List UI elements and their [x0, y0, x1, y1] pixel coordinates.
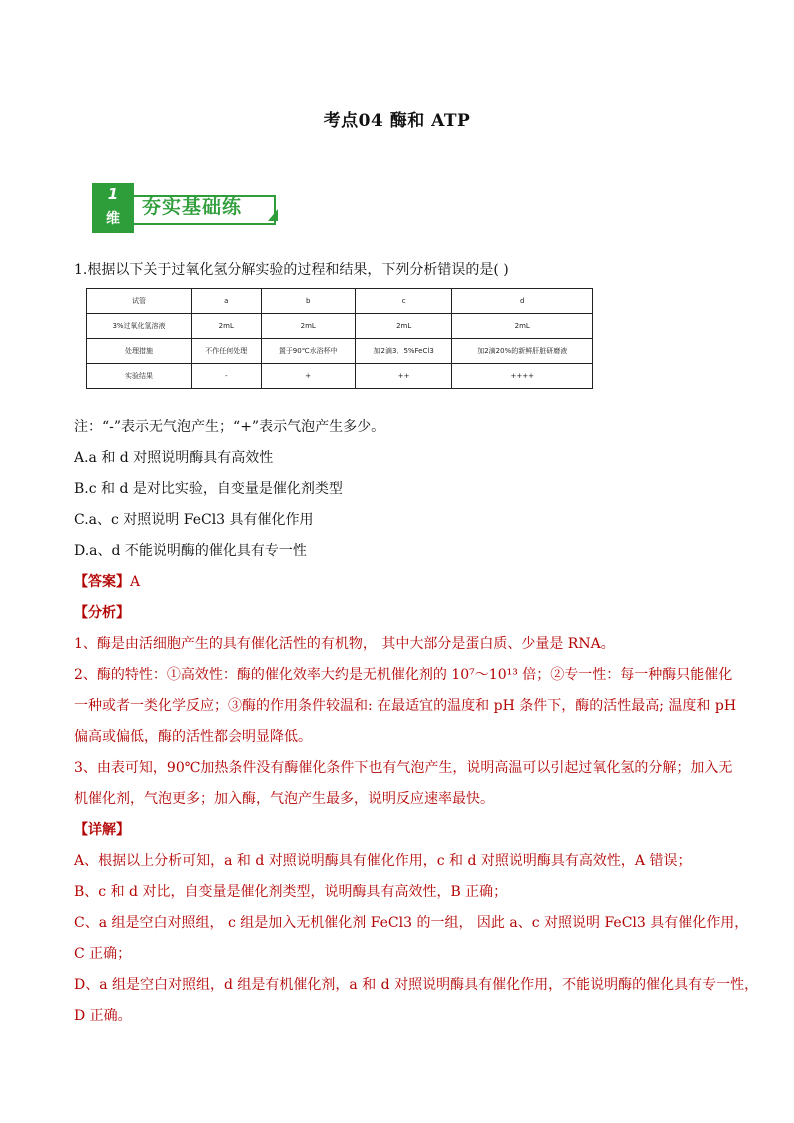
- analysis-paragraph: 1、酶是由活细胞产生的具有催化活性的有机物， 其中大部分是蛋白质、少量是 RNA。: [74, 636, 615, 652]
- table-note: 注：“-”表示无气泡产生；“+”表示气泡产生多少。: [74, 419, 386, 435]
- table-cell: 试管: [87, 289, 192, 314]
- experiment-table: [86, 288, 593, 389]
- analysis-paragraph: 2、酶的特性：①高效性：酶的催化效率大约是无机催化剂的 10⁷～10¹³ 倍；②专一性：每一种酶只能催化: [74, 667, 733, 683]
- banner-number: 1: [107, 185, 119, 203]
- detail-paragraph: C 正确；: [74, 946, 132, 962]
- analysis-paragraph: 一种或者一类化学反应；③酶的作用条件较温和: 在最适宜的温度和 pH 条件下，酶的活性最高; 温度和 pH: [74, 698, 737, 714]
- table-row: [87, 314, 593, 339]
- option-c: C.a、c 对照说明 FeCl3 具有催化作用: [74, 512, 314, 528]
- table-cell: c: [355, 289, 452, 314]
- table-cell: -: [192, 364, 262, 389]
- analysis-paragraph: 3、由表可知，90℃加热条件没有酶催化条件下也有气泡产生，说明高温可以引起过氧化氢的分解；加入无: [74, 760, 733, 776]
- detail-tag: 【详解】: [74, 822, 130, 838]
- table-cell: ++: [355, 364, 452, 389]
- table-cell: 2mL: [261, 314, 355, 339]
- detail-paragraph: D 正确。: [74, 1008, 132, 1024]
- table-cell: 实验结果: [87, 364, 192, 389]
- page-title: 考点04 酶和 ATP: [323, 111, 471, 131]
- table-cell: 加2滴3．5%FeCl3: [355, 339, 452, 364]
- option-d: D.a、d 不能说明酶的催化具有专一性: [74, 543, 307, 559]
- table-row: [87, 339, 593, 364]
- table-cell: d: [452, 289, 593, 314]
- table-cell: 3%过氧化氢溶液: [87, 314, 192, 339]
- analysis-tag: 【分析】: [74, 605, 130, 621]
- table-cell: +: [261, 364, 355, 389]
- table-cell: 处理措施: [87, 339, 192, 364]
- table-cell: a: [192, 289, 262, 314]
- banner-corner-triangle: [268, 209, 278, 221]
- answer-tag: 【答案】: [74, 574, 130, 590]
- banner-wei: 维: [106, 211, 120, 227]
- detail-paragraph: B、c 和 d 对比，自变量是催化剂类型，说明酶具有高效性，B 正确；: [74, 884, 508, 900]
- analysis-paragraph: 偏高或偏低，酶的活性都会明显降低。: [74, 729, 312, 745]
- detail-paragraph: C、a 组是空白对照组， c 组是加入无机催化剂 FeCl3 的一组， 因此 a、c 对照说明 FeCl3 具有催化作用，: [74, 915, 749, 931]
- table-cell: ++++: [452, 364, 593, 389]
- table-cell: 2mL: [452, 314, 593, 339]
- analysis-paragraph: 机催化剂，气泡更多；加入酶，气泡产生最多，说明反应速率最快。: [74, 791, 494, 807]
- table-cell: 不作任何处理: [192, 339, 262, 364]
- table-cell: 加2滴20%的新鲜肝脏研磨液: [452, 339, 593, 364]
- table-row: [87, 289, 593, 314]
- table-cell: 2mL: [355, 314, 452, 339]
- option-a: A.a 和 d 对照说明酶具有高效性: [74, 450, 274, 466]
- detail-paragraph: A、根据以上分析可知，a 和 d 对照说明酶具有催化作用，c 和 d 对照说明酶具有高效性，A 错误；: [74, 853, 692, 869]
- table-row: [87, 364, 593, 389]
- table-cell: 2mL: [192, 314, 262, 339]
- table-cell: b: [261, 289, 355, 314]
- section-banner: [92, 181, 288, 233]
- answer-line: [74, 571, 140, 591]
- option-b: B.c 和 d 是对比实验，自变量是催化剂类型: [74, 481, 343, 497]
- banner-label: 夯实基础练: [142, 196, 243, 218]
- answer-value: A: [130, 574, 141, 590]
- table-cell: 置于90℃水浴杯中: [261, 339, 355, 364]
- question-stem: 1.根据以下关于过氧化氢分解实验的过程和结果，下列分析错误的是( ): [74, 262, 509, 278]
- detail-paragraph: D、a 组是空白对照组，d 组是有机催化剂，a 和 d 对照说明酶具有催化作用，不能说明酶的催化具有专一性，: [74, 977, 759, 993]
